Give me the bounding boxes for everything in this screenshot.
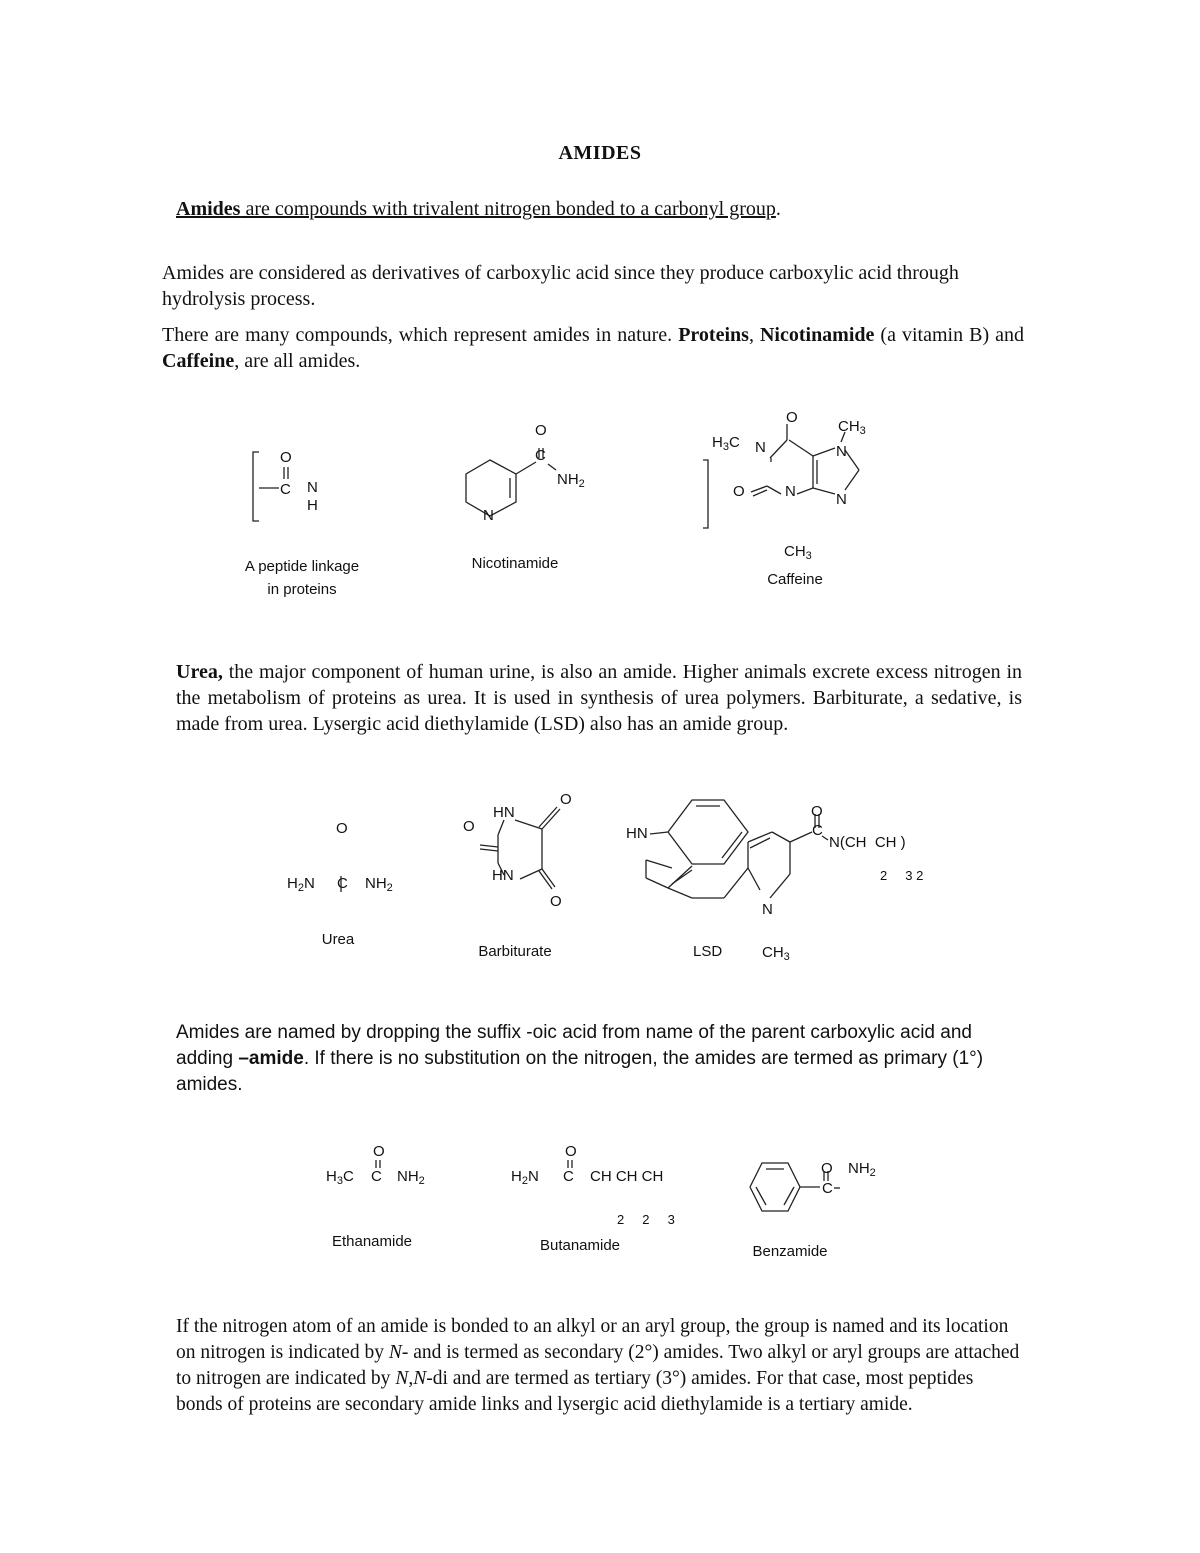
urea-term: Urea, (176, 661, 223, 683)
para2-text-g: , are all amides. (234, 350, 361, 372)
butanamide-chain: CH CH CH (590, 1168, 664, 1185)
butanamide-h2n: $H_2N$ (511, 1168, 539, 1187)
caffeine-o-left: O (733, 483, 745, 500)
paragraph-derivatives: Amides are considered as derivatives of carboxylic acid since they produce carboxylic acid through hydrolysis process. (162, 262, 959, 310)
nicotinamide-c: C (535, 447, 546, 464)
para4-text-c: . If there is no substitution on the nitrogen, the amides are termed as primary (1°) amides. (176, 1048, 984, 1095)
caffeine-caption: Caffeine (767, 571, 823, 588)
para2-text-e: (a vitamin B) and (874, 324, 1024, 346)
barbiturate-o-bottom: O (550, 893, 562, 910)
lsd-c: C (812, 822, 823, 839)
caffeine-n3: N (785, 483, 796, 500)
ethanamide-caption: Ethanamide (331, 1233, 413, 1250)
peptide-h: H (307, 497, 318, 514)
caffeine-ch3-top: $CH_3$ (838, 418, 866, 437)
amide-suffix-term: –amide (238, 1048, 304, 1069)
peptide-o: O (280, 449, 292, 466)
proteins-term: Proteins (678, 324, 749, 346)
para2-text-c: , (748, 324, 760, 346)
paragraph-secondary-tertiary (176, 1314, 1022, 1418)
nicotinamide-ring-n: N (483, 507, 494, 524)
butanamide-caption: Butanamide (539, 1237, 621, 1254)
barbiturate-o-left: O (463, 818, 475, 835)
paragraph-naming (176, 1020, 1022, 1098)
peptide-caption-line2: in proteins (267, 581, 337, 598)
para5-text-c: - and is termed as secondary (2°) amides. Two alkyl or aryl groups are attached to nitrogen are indicated by (176, 1342, 1020, 1389)
ethanamide-c: C (371, 1168, 382, 1185)
lsd-n-diethyl: N(CH CH ) (829, 834, 906, 851)
benzamide-structure (740, 1155, 850, 1235)
lsd-caption: LSD (693, 943, 723, 960)
peptide-caption-line1: A peptide linkage (244, 558, 360, 575)
definition-period: . (775, 198, 781, 220)
peptide-n: N (307, 479, 318, 496)
nicotinamide-nh2: $NH_2$ (557, 471, 585, 490)
caffeine-n1: N (755, 439, 766, 456)
para4-text-a: Amides are named by dropping the suffix -oic acid from name of the parent carboxylic acid and adding (176, 1022, 972, 1069)
lsd-subscripts: 2 3 2 (880, 868, 924, 883)
paragraph-urea (176, 659, 1022, 737)
ethanamide-nh2: $NH_2$ (397, 1168, 425, 1187)
lsd-hn: HN (626, 825, 648, 842)
para2-text-a: There are many compounds, which represent amides in nature. (162, 324, 679, 346)
caffeine-o-top: O (786, 409, 798, 426)
peptide-c: C (280, 481, 291, 498)
benzamide-nh2: $NH_2$ (848, 1160, 876, 1179)
definition-line (176, 196, 1038, 222)
caffeine-term: Caffeine (162, 350, 235, 372)
urea-o: O (336, 820, 348, 837)
lsd-o: O (811, 803, 823, 820)
barbiturate-ring (460, 795, 580, 915)
ethanamide-h3c: $H_3C$ (326, 1168, 354, 1187)
nicotinamide-o: O (535, 422, 547, 439)
barbiturate-hn-bottom: HN (492, 867, 514, 884)
caffeine-h3c: $H_3C$ (712, 434, 740, 453)
lsd-n: N (762, 901, 773, 918)
butanamide-c: C (563, 1168, 574, 1185)
caffeine-n7: N (836, 443, 847, 460)
nicotinamide-term: Nicotinamide (759, 324, 875, 346)
urea-nh2: $NH_2$ (365, 875, 393, 894)
caffeine-ch3-bottom: $CH_3$ (784, 543, 812, 562)
definition-text: are compounds with trivalent nitrogen bonded to a carbonyl group (240, 198, 776, 220)
benzamide-caption: Benzamide (752, 1243, 828, 1260)
para5-text-e: -di and are termed as tertiary (3°) amides. For that case, most peptides bonds of proteins are secondary amide links and lysergic acid diethylamide is a tertiary amide. (176, 1368, 974, 1415)
nn-prefix-term: N,N (395, 1368, 427, 1389)
benzamide-c: C (822, 1180, 833, 1197)
urea-h2n: $H_2N$ (287, 875, 315, 894)
n-prefix-term: N (388, 1342, 402, 1363)
lsd-ch3: $CH_3$ (762, 944, 790, 963)
ethanamide-o: O (373, 1143, 385, 1160)
butanamide-o: O (565, 1143, 577, 1160)
urea-c: C (337, 875, 348, 892)
para3-text: the major component of human urine, is also an amide. Higher animals excrete excess nitrogen in the metabolism of proteins as urea. It is used in synthesis of urea polymers. Barbiturate, a sedative, is made from urea. Lysergic acid diethylamide (LSD) also has an amide group. (176, 661, 1022, 735)
barbiturate-o-top: O (560, 791, 572, 808)
caffeine-n9: N (836, 491, 847, 508)
barbiturate-caption: Barbiturate (478, 943, 552, 960)
benzamide-o: O (821, 1160, 833, 1177)
paragraph-natural-amides (162, 322, 1024, 374)
page-title: AMIDES (558, 142, 642, 164)
nicotinamide-caption: Nicotinamide (471, 555, 559, 572)
para5-text-a: If the nitrogen atom of an amide is bonded to an alkyl or an aryl group, the group is named and its location on nitrogen is indicated by (176, 1316, 1009, 1363)
butanamide-subscripts: 2 2 3 (617, 1212, 675, 1227)
urea-caption: Urea (321, 931, 355, 948)
definition-term: Amides (176, 198, 241, 220)
urea-bonds (330, 870, 360, 900)
barbiturate-hn-top: HN (493, 804, 515, 821)
